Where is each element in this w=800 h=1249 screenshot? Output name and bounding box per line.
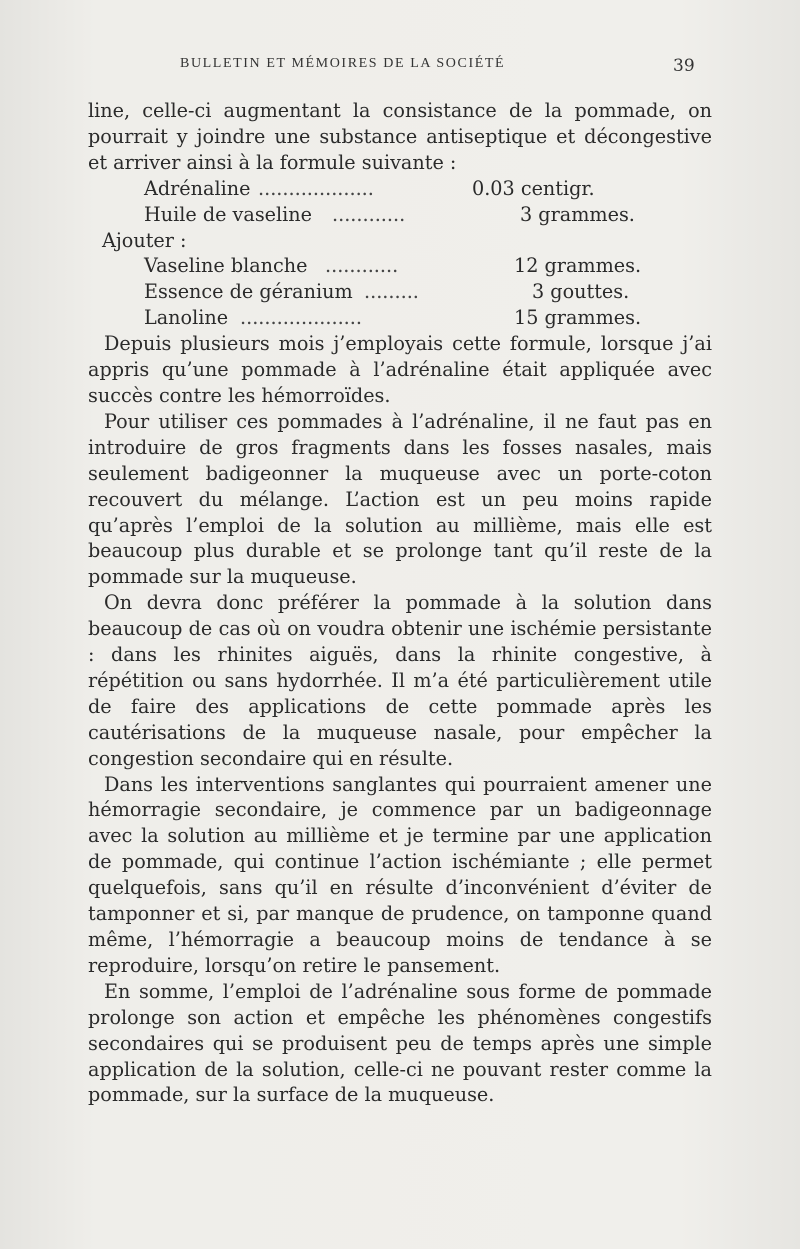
formula-row xyxy=(88,279,712,305)
paragraph: On devra donc préférer la pommade à la solution dans beaucoup de cas où on voudra obtenir une ischémie persistante : dans les rhinites aiguës, dans la rhinite congestive, à répétition ou sans hydorrhée. Il m’a été particulièrement utile de faire des applications de cette pommade après les cautérisations de la muqueuse nasale, pour empêcher la congestion secondaire qui en résulte. xyxy=(88,591,712,770)
leader-dots: .................... xyxy=(240,306,362,330)
ingredient-name: Adrénaline xyxy=(144,176,251,200)
formula-row xyxy=(88,202,712,228)
formula-first-part xyxy=(88,176,712,228)
formula-second-part xyxy=(88,253,712,331)
leader-dots: ............ xyxy=(332,202,406,226)
paragraph: Depuis plusieurs mois j’employais cette formule, lorsque j’ai appris qu’une pommade à l’adrénaline était appliquée avec succès contre les hémorroïdes. xyxy=(88,332,712,407)
leader-dots: ......... xyxy=(364,280,419,304)
leader-dots: ............ xyxy=(325,254,399,278)
leader-dots: ................... xyxy=(258,176,374,200)
ingredient-name: Vaseline blanche xyxy=(144,254,308,278)
formula-row xyxy=(88,253,712,279)
ajouter-label: Ajouter : xyxy=(102,228,187,252)
ingredient-quantity: 12 grammes. xyxy=(514,254,642,278)
paragraph: Dans les interventions sanglantes qui pourraient amener une hémorragie secondaire, je commence par un badigeonnage avec la solution au millième et je termine par une application de pommade, qui continue l’action ischémiante ; elle permet quelquefois, sans qu’il en résulte d’inconvénient d’éviter de tamponner et si, par manque de prudence, on tamponne quand même, l’hémorragie a beaucoup moins de tendance à se reproduire, lorsqu’on retire le pansement. xyxy=(88,772,712,977)
ingredient-name: Lanoline xyxy=(144,306,229,330)
paragraph: Pour utiliser ces pommades à l’adrénaline, il ne faut pas en introduire de gros fragments dans les fosses nasales, mais seulement badigeonner la muqueuse avec un porte-coton recouvert du mélange. L’action est un peu moins rapide qu’après l’emploi de la solution au millième, mais elle est beaucoup plus durable et se prolonge tant qu’il reste de la pommade sur la muqueuse. xyxy=(88,409,712,589)
running-title: BULLETIN ET MÉMOIRES DE LA SOCIÉTÉ xyxy=(180,56,506,71)
paragraph: En somme, l’emploi de l’adrénaline sous forme de pommade prolonge son action et empêche les phénomènes congestifs secondaires qui se produisent peu de temps après une simple application de la solution, celle-ci ne pouvant rester comme la pommade, sur la surface de la muqueuse. xyxy=(88,979,712,1107)
ingredient-name: Huile de vaseline xyxy=(144,202,313,226)
ingredient-quantity: 3 gouttes. xyxy=(532,280,630,304)
page-number: 39 xyxy=(673,56,695,76)
body-text xyxy=(88,98,712,1108)
intro-paragraph: line, celle-ci augmentant la consistance de la pommade, on pourrait y joindre une substance antiseptique et décongestive et arriver ainsi à la formule suivante : xyxy=(88,99,712,174)
formula-row xyxy=(88,176,712,202)
formula-row xyxy=(88,305,712,331)
ingredient-quantity: 3 grammes. xyxy=(520,202,635,226)
ingredient-quantity: 15 grammes. xyxy=(514,306,642,330)
ingredient-name: Essence de géranium xyxy=(144,280,353,304)
ingredient-quantity: 0.03 centigr. xyxy=(472,176,595,200)
